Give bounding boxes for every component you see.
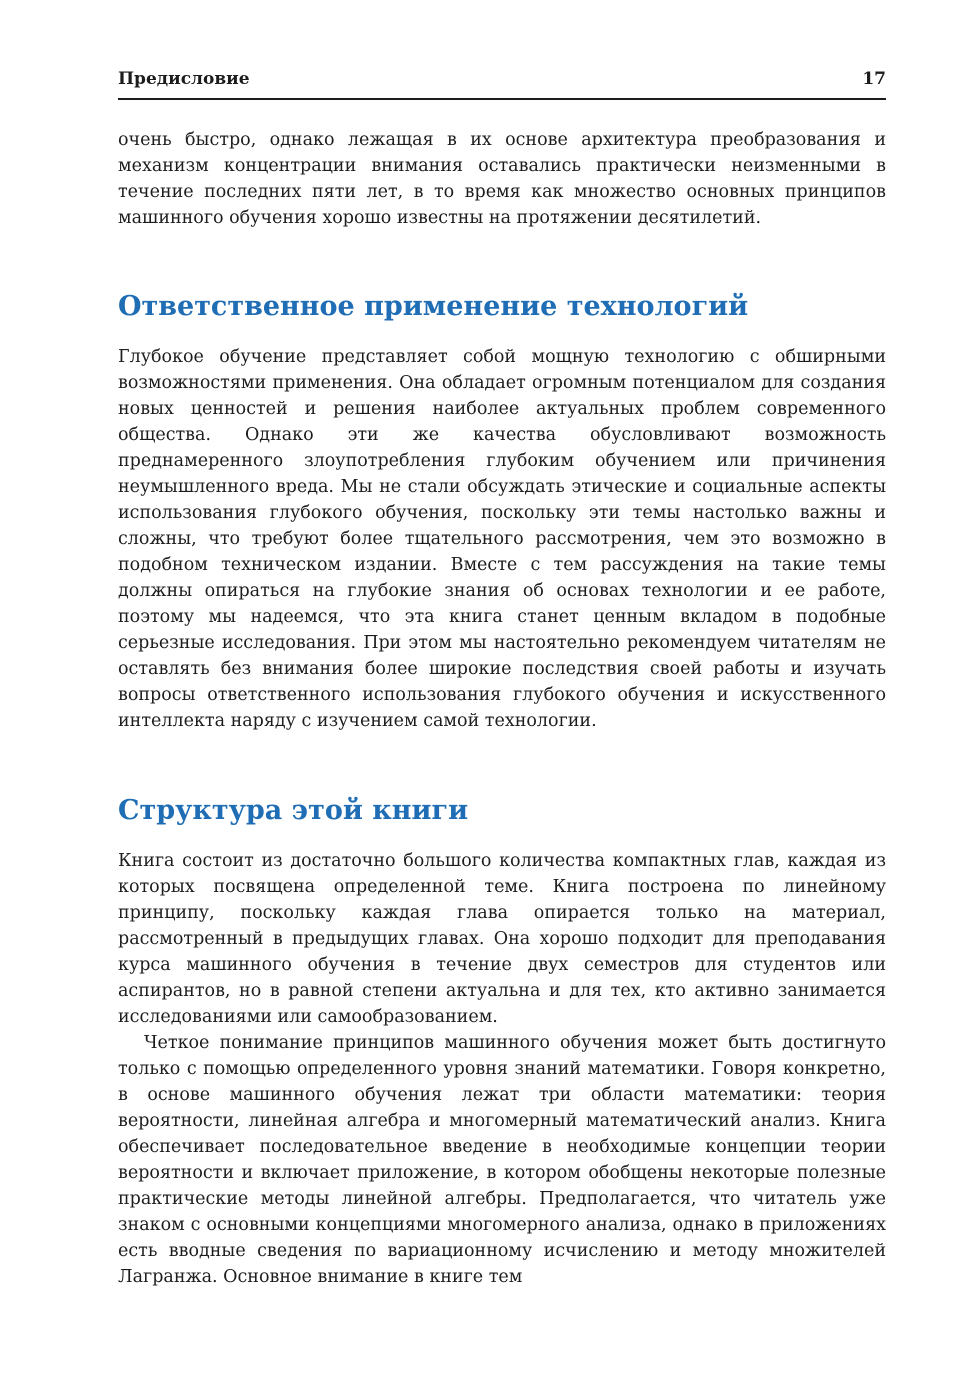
- book-structure-paragraph-1: Книга состоит из достаточно большого количества компактных глав, каждая из которых посвящена определенной теме. Книга построена по линейному принципу, поскольку каждая глава опирается только на материал, рассмотренный в предыдущих главах. Она хорошо подходит для преподавания курса машинного обучения в течение двух семестров для студентов или аспирантов, но в равной степени актуальна и для тех, кто активно занимается исследованиями или самообразованием.: [118, 851, 886, 1027]
- running-header-title: Предисловие: [118, 69, 250, 89]
- section-heading-book-structure: Структура этой книги: [118, 795, 469, 826]
- responsible-use-paragraph: Глубокое обучение представляет собой мощную технологию с обширными возможностями применения. Она обладает огромным потенциалом для создания новых ценностей и решения наиболее актуальных проблем современного общества. Однако эти же качества обусловливают возможность преднамеренного злоупотребления глубоким обучением или причинения неумышленного вреда. Мы не стали обсуждать этические и социальные аспекты использования глубокого обучения, поскольку эти темы настолько важны и сложны, что требуют более тщательного рассмотрения, чем это возможно в подобном техническом издании. Вместе с тем рассуждения на такие темы должны опираться на глубокие знания об основах технологии и ее работе, поэтому мы надеемся, что эта книга станет ценным вкладом в подобные серьезные исследования. При этом мы настоятельно рекомендуем читателям не оставлять без внимания более широкие последствия своей работы и изучать вопросы ответственного использования глубокого обучения и искусственного интеллекта наряду с изучением самой технологии.: [118, 347, 886, 731]
- intro-paragraph: очень быстро, однако лежащая в их основе архитектура преобразования и механизм концентрации внимания оставались практически неизменными в течение последних пяти лет, в то время как множество основных принципов машинного обучения хорошо известны на протяжении десятилетий.: [118, 130, 886, 228]
- page-body: [118, 127, 886, 1290]
- section-heading-responsible-use: Ответственное применение технологий: [118, 291, 749, 322]
- running-header: [118, 68, 886, 100]
- page-number: 17: [862, 69, 886, 89]
- book-structure-paragraph-2: Четкое понимание принципов машинного обучения может быть достигнуто только с помощью определенного уровня знаний математики. Говоря конкретно, в основе машинного обучения лежат три области математики: теория вероятности, линейная алгебра и многомерный математический анализ. Книга обеспечивает последовательное введение в необходимые концепции теории вероятности и включает приложение, в котором обобщены некоторые полезные практические методы линейной алгебры. Предполагается, что читатель уже знаком с основными концепциями многомерного анализа, однако в приложениях есть вводные сведения по вариационному исчислению и методу множителей Лагранжа. Основное внимание в книге тем: [118, 1033, 886, 1287]
